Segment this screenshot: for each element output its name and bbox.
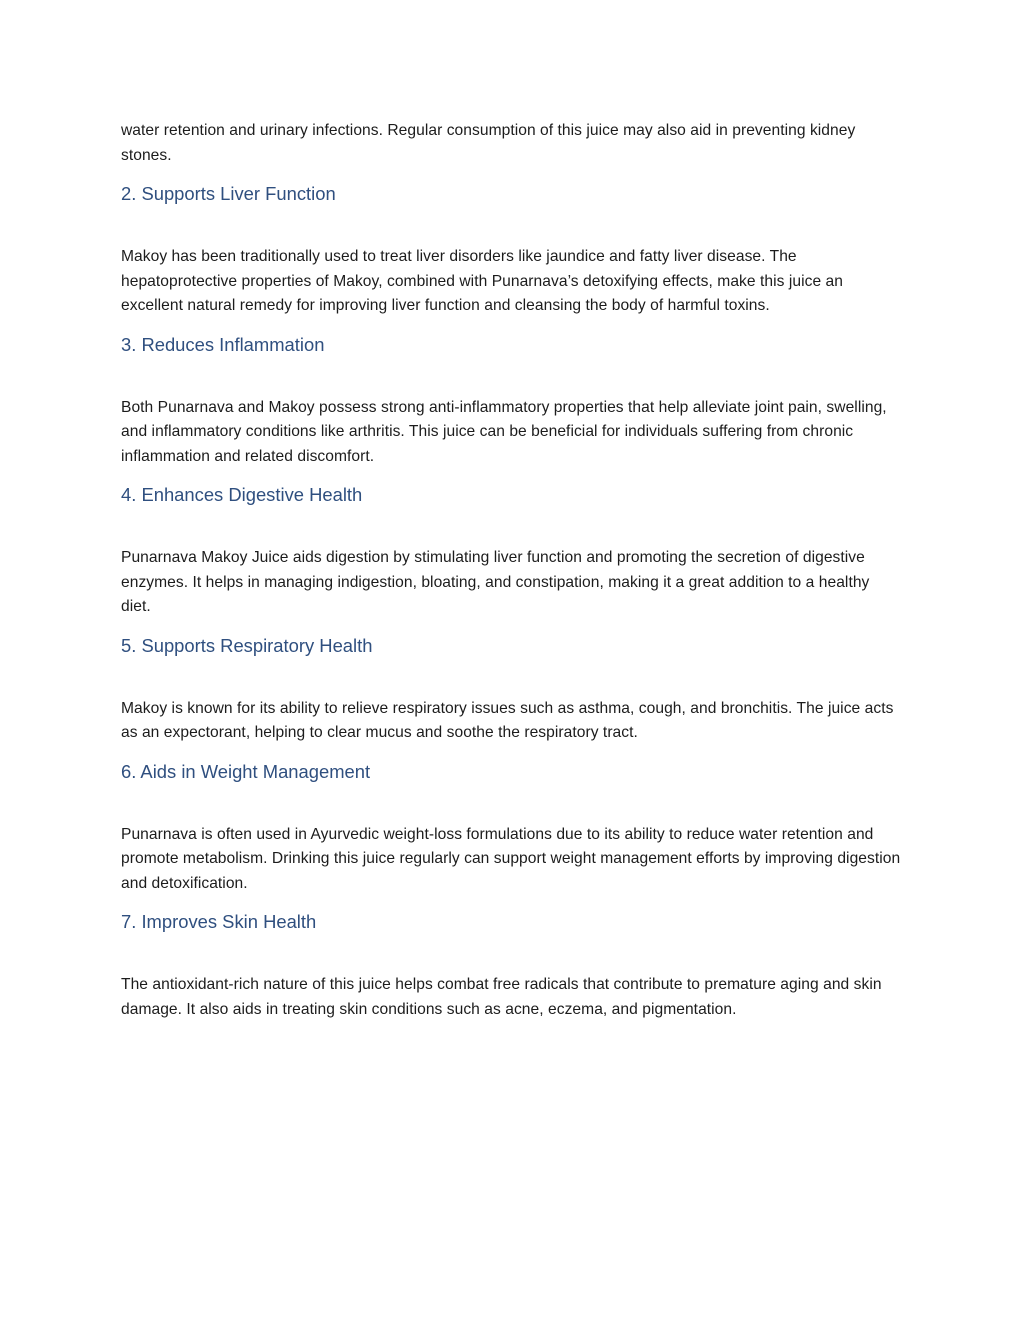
document-page — [121, 119, 901, 1022]
section-body-skin: The antioxidant-rich nature of this juice helps combat free radicals that contribute to premature aging and skin damage. It also aids in treating skin conditions such as acne, eczema, and pigmentation. — [121, 976, 882, 1018]
intro-paragraph: water retention and urinary infections. Regular consumption of this juice may also aid in preventing kidney stones. — [121, 122, 856, 164]
section-heading-skin: 7. Improves Skin Health — [121, 911, 317, 932]
section-body-digestive: Punarnava Makoy Juice aids digestion by stimulating liver function and promoting the secretion of digestive enzymes. It helps in managing indigestion, bloating, and constipation, making it a great addition to a healthy diet. — [121, 549, 870, 615]
section-body-respiratory: Makoy is known for its ability to relieve respiratory issues such as asthma, cough, and bronchitis. The juice acts as an expectorant, helping to clear mucus and soothe the respiratory tract. — [121, 699, 894, 741]
section-body-weight: Punarnava is often used in Ayurvedic weight-loss formulations due to its ability to reduce water retention and promote metabolism. Drinking this juice regularly can support weight management efforts by improving digestion and detoxification. — [121, 825, 901, 892]
section-heading-digestive: 4. Enhances Digestive Health — [121, 484, 363, 505]
section-heading-liver: 2. Supports Liver Function — [121, 183, 336, 204]
section-body-inflammation: Both Punarnava and Makoy possess strong anti-inflammatory properties that help alleviate joint pain, swelling, and inflammatory conditions like arthritis. This juice can be beneficial for individuals suffering from chronic inflammation and related discomfort. — [121, 398, 887, 465]
section-heading-inflammation: 3. Reduces Inflammation — [121, 333, 325, 355]
section-heading-respiratory: 5. Supports Respiratory Health — [121, 634, 373, 656]
section-heading-weight: 6. Aids in Weight Management — [121, 760, 371, 782]
section-body-liver: Makoy has been traditionally used to treat liver disorders like jaundice and fatty liver disease. The hepatoprotective properties of Makoy, combined with Punarnava’s detoxifying effects, make this juice an excellent natural remedy for improving liver function and cleansing the body of harmful toxins. — [121, 248, 843, 314]
